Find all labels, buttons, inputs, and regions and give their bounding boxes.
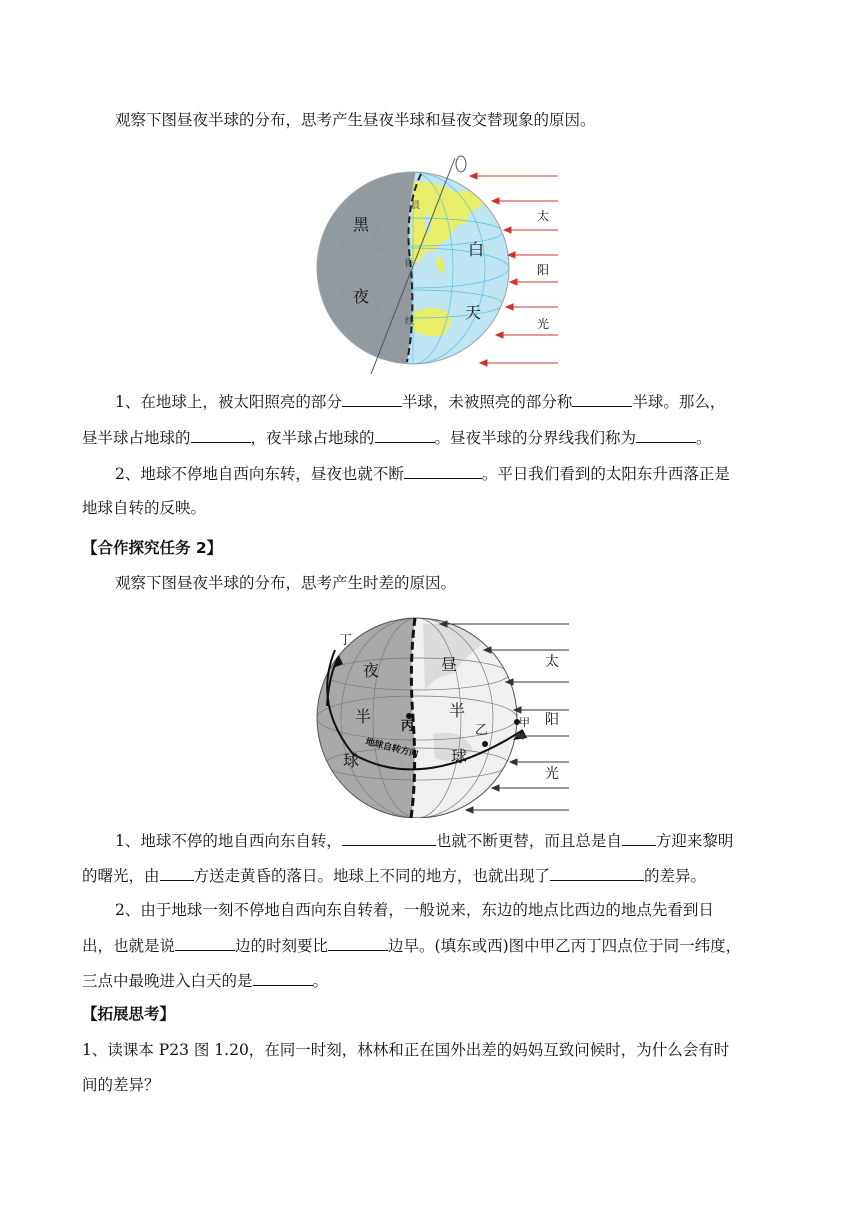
task-2-heading: 【合作探究任务 2】: [82, 539, 223, 557]
question-5-line-2: 间的差异？: [82, 1076, 160, 1094]
time-difference-globe-figure: [313, 604, 575, 818]
terminator-char-1: 晨: [411, 201, 421, 211]
sun-label-2: 阳: [537, 263, 550, 277]
sun-label-3: 光: [537, 317, 550, 331]
answer-blank[interactable]: [636, 426, 696, 443]
answer-blank[interactable]: [572, 390, 632, 407]
answer-blank[interactable]: [375, 426, 435, 443]
sun-label-1: 太: [537, 209, 550, 223]
question-4-line-2: 出，也就是说 边的时刻要比 边早。(填东或西)图中甲乙丙丁四点位于同一纬度，: [0, 934, 860, 957]
night-label-3: 球: [343, 751, 360, 770]
day-label-1: 昼: [441, 655, 458, 674]
question-3-line-1: 1、地球不停的地自西向东自转， 也就不断更替，而且总是自 方迎来黎明: [0, 829, 860, 852]
day-label-3: 球: [451, 747, 468, 766]
answer-blank[interactable]: [175, 934, 235, 951]
point-bing-label: 丙: [401, 719, 415, 734]
question-4-line-3: 三点中最晚进入白天的是 。: [0, 969, 860, 992]
night-label-2: 半: [355, 707, 372, 726]
question-2-line-1: 2、地球不停地自西向东转，昼夜也就不断 。平日我们看到的太阳东升西落正是: [0, 462, 860, 485]
terminator-char-2: 昏: [404, 259, 414, 269]
answer-blank[interactable]: [191, 426, 251, 443]
sun-label-3: 光: [545, 766, 559, 782]
answer-blank[interactable]: [404, 462, 482, 479]
question-1-line-2: 昼半球占地球的 ，夜半球占地球的 。昼夜半球的分界线我们称为 。: [0, 426, 860, 449]
answer-blank[interactable]: [622, 829, 656, 846]
question-2-line-2: 地球自转的反映。: [82, 499, 207, 517]
intro-text-1: 观察下图昼夜半球的分布，思考产生昼夜半球和昼夜交替现象的原因。: [115, 111, 596, 129]
question-4-line-1: 2、由于地球一刻不停地自西向东自转着，一般说来，东边的地点比西边的地点先看到日: [115, 901, 714, 919]
night-label-2: 夜: [353, 287, 370, 306]
intro-text-2: 观察下图昼夜半球的分布，思考产生时差的原因。: [115, 574, 457, 592]
point-yi-label: 乙: [475, 723, 489, 738]
day-label-2: 半: [449, 701, 466, 720]
day-label-2: 天: [465, 303, 482, 322]
answer-blank[interactable]: [342, 390, 402, 407]
night-label-1: 黑: [353, 215, 370, 234]
point-jia-label: 甲: [519, 716, 530, 729]
question-1-line-1: 1、在地球上，被太阳照亮的部分 半球，未被照亮的部分称 半球。那么，: [0, 390, 860, 413]
answer-blank[interactable]: [550, 864, 644, 881]
terminator-char-3: 线: [405, 317, 415, 327]
answer-blank[interactable]: [328, 934, 388, 951]
extend-thinking-heading: 【拓展思考】: [82, 1005, 176, 1023]
sun-label-2: 阳: [545, 712, 559, 728]
question-3-line-2: 的曙光，由 方送走黄昏的落日。地球上不同的地方，也就出现了 的差异。: [0, 864, 860, 887]
question-5-line-1: 1、读课本 P23 图 1.20，在同一时刻，林林和正在国外出差的妈妈互致问候时，为什么会有时: [82, 1041, 730, 1059]
day-label-1: 白: [468, 240, 485, 259]
day-night-globe-figure: [315, 152, 565, 374]
point-ding-label: 丁: [339, 633, 353, 648]
rotation-direction-label: 地球自转方向: [364, 737, 420, 760]
answer-blank[interactable]: [160, 864, 194, 881]
answer-blank[interactable]: [253, 969, 313, 986]
night-label-1: 夜: [363, 661, 380, 680]
answer-blank[interactable]: [342, 829, 436, 846]
sun-label-1: 太: [545, 654, 559, 670]
